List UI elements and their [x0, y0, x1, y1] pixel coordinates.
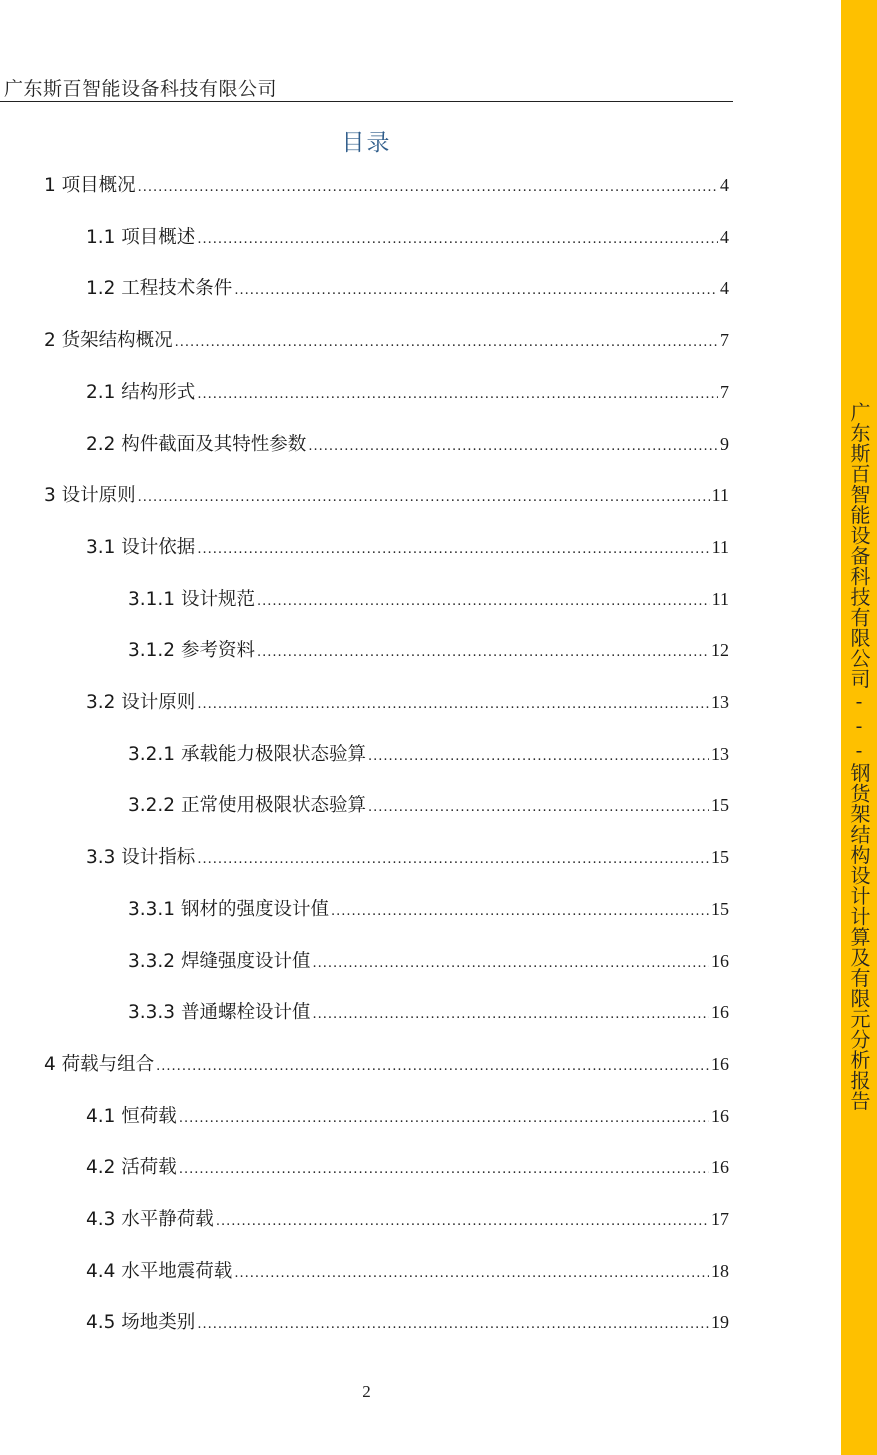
toc-dot-leader	[257, 595, 710, 608]
toc-entry[interactable]	[44, 481, 729, 507]
toc-entry-label: 3.2.1 承载能力极限状态验算	[128, 743, 366, 765]
toc-entry-page: 9	[720, 433, 729, 454]
toc-entry[interactable]	[86, 533, 729, 559]
toc-entry-page: 17	[711, 1209, 729, 1229]
toc-dot-leader	[179, 1163, 709, 1176]
toc-dot-leader	[312, 957, 709, 970]
toc-entry-label: 2.2 构件截面及其特性参数	[86, 433, 307, 455]
toc-entry-label: 4.4 水平地震荷载	[86, 1260, 233, 1282]
toc-dot-leader	[234, 1267, 709, 1280]
toc-dot-leader	[312, 1008, 709, 1021]
toc-entry-page: 15	[711, 898, 729, 919]
toc-dot-leader	[138, 181, 718, 194]
toc-entry-label: 3.3 设计指标	[86, 847, 196, 869]
toc-entry[interactable]	[86, 430, 729, 456]
toc-title: 目录	[341, 130, 392, 156]
toc-entry-label: 3.2.2 正常使用极限状态验算	[128, 795, 366, 817]
toc-dot-leader	[216, 1215, 709, 1228]
toc-dot-leader	[197, 543, 709, 556]
toc-entry[interactable]	[44, 326, 729, 352]
toc-entry-page: 11	[711, 536, 729, 557]
toc-entry-page: 16	[711, 950, 729, 971]
toc-entry[interactable]	[86, 1308, 729, 1334]
header-company-name: 广东斯百智能设备科技有限公司	[4, 78, 278, 100]
toc-entry-page: 19	[711, 1312, 729, 1333]
toc-entry-page: 11	[711, 485, 729, 506]
toc-dot-leader	[368, 750, 709, 763]
toc-entry-page: 7	[720, 381, 729, 402]
toc-entry-page: 13	[711, 692, 729, 712]
toc-entry[interactable]	[128, 947, 729, 973]
toc-entry-page: 4	[720, 226, 729, 247]
toc-entry[interactable]	[86, 1153, 729, 1179]
toc-entry-label: 4 荷载与组合	[44, 1053, 155, 1075]
toc-dot-leader	[197, 1318, 709, 1331]
header-divider	[0, 101, 733, 102]
toc-entry-label: 1 项目概况	[44, 175, 136, 196]
toc-entry[interactable]	[128, 998, 729, 1024]
toc-entry[interactable]	[44, 1050, 729, 1076]
side-band-title: 广东斯百智能设备科技有限公司---钢货架结构设计计算及有限元分析报告	[847, 402, 871, 1111]
toc-entry-page: 4	[720, 175, 729, 195]
toc-entry[interactable]	[86, 378, 729, 404]
toc-dot-leader	[308, 440, 718, 453]
toc-entry-label: 3.2 设计原则	[86, 692, 196, 713]
toc-entry[interactable]	[128, 895, 729, 921]
toc-entry[interactable]	[86, 274, 729, 300]
toc-entry-label: 3.3.1 钢材的强度设计值	[128, 898, 329, 920]
toc-entry-label: 4.5 场地类别	[86, 1312, 196, 1334]
toc-entry-page: 18	[711, 1260, 729, 1281]
toc-dot-leader	[197, 853, 709, 866]
toc-entry-label: 1.1 项目概述	[86, 226, 196, 248]
toc-entry-page: 4	[720, 278, 729, 299]
page-number: 2	[362, 1382, 371, 1401]
toc-entry[interactable]	[86, 843, 729, 869]
toc-entry-page: 16	[711, 1053, 729, 1074]
toc-entry-label: 2 货架结构概况	[44, 330, 173, 352]
toc-entry-label: 4.2 活荷载	[86, 1157, 177, 1179]
toc-dot-leader	[197, 388, 718, 401]
toc-dot-leader	[197, 698, 709, 711]
toc-entry-label: 2.1 结构形式	[86, 381, 196, 403]
toc-entry-page: 15	[711, 795, 729, 816]
toc-entry[interactable]	[44, 171, 729, 197]
toc-entry-page: 7	[720, 330, 729, 351]
toc-entry-page: 12	[711, 640, 729, 661]
toc-entry[interactable]	[86, 1205, 729, 1231]
toc-entry-label: 3.3.2 焊缝强度设计值	[128, 950, 311, 972]
toc-entry[interactable]	[86, 1257, 729, 1283]
toc-dot-leader	[234, 284, 718, 297]
toc-dot-leader	[368, 801, 709, 814]
toc-entry[interactable]	[128, 585, 729, 611]
toc-entry[interactable]	[128, 740, 729, 766]
toc-entry-page: 16	[711, 1105, 729, 1126]
toc-entry[interactable]	[128, 636, 729, 662]
toc-entry-label: 3.1 设计依据	[86, 536, 196, 558]
toc-entry-label: 3.1.1 设计规范	[128, 588, 255, 610]
toc-entry-label: 3 设计原则	[44, 485, 136, 507]
toc-dot-leader	[257, 646, 709, 659]
toc-entry-page: 15	[711, 847, 729, 868]
toc-entry[interactable]	[128, 791, 729, 817]
toc-entry-page: 13	[711, 743, 729, 764]
toc-entry-page: 11	[711, 588, 729, 609]
toc-entry-label: 4.3 水平静荷载	[86, 1209, 214, 1230]
toc-dot-leader	[197, 233, 718, 246]
toc-dot-leader	[175, 336, 718, 349]
toc-entry-label: 1.2 工程技术条件	[86, 278, 233, 300]
toc-entry-page: 16	[711, 1002, 729, 1023]
toc-entry[interactable]	[86, 1102, 729, 1128]
toc-entry-label: 3.1.2 参考资料	[128, 640, 255, 662]
toc-dot-leader	[138, 491, 710, 504]
toc-dot-leader	[179, 1112, 709, 1125]
toc-entry-label: 3.3.3 普通螺栓设计值	[128, 1002, 311, 1024]
toc-entry-label: 4.1 恒荷载	[86, 1105, 177, 1127]
toc-dot-leader	[331, 905, 709, 918]
toc-dot-leader	[156, 1060, 709, 1073]
toc-entry-page: 16	[711, 1157, 729, 1178]
toc-entry[interactable]	[86, 223, 729, 249]
toc-entry[interactable]	[86, 688, 729, 714]
